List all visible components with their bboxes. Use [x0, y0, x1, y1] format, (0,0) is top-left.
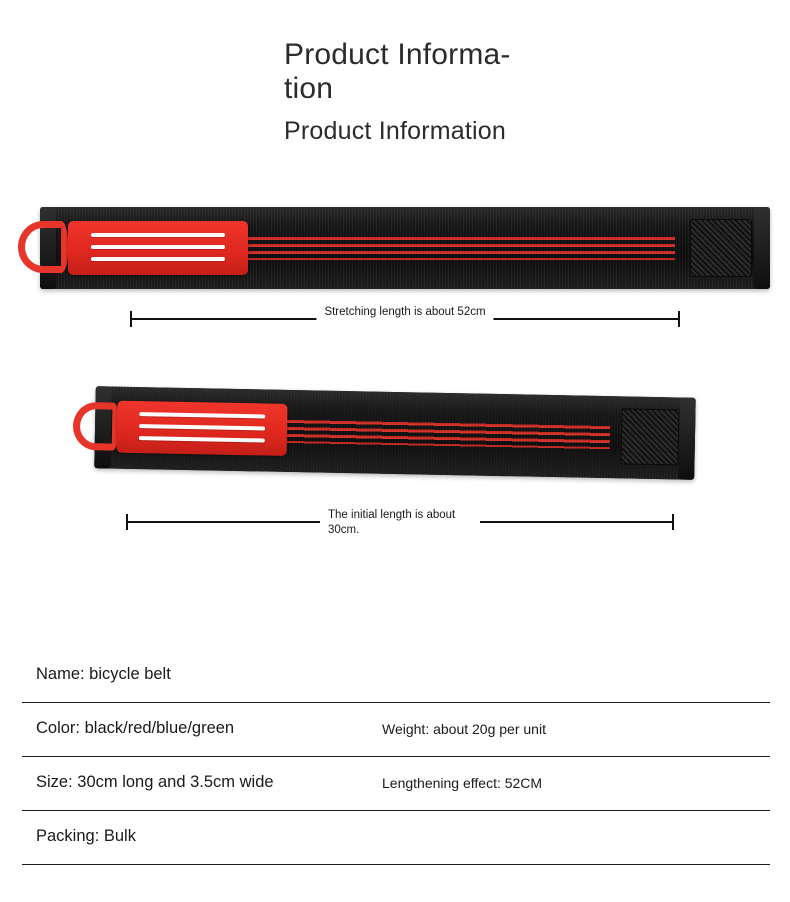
measurement-end-tick-right: [672, 514, 674, 530]
spec-name-value: [374, 648, 770, 702]
page-header: [0, 0, 790, 146]
spec-size-label: Size: 30cm long and 3.5cm wide: [22, 756, 374, 810]
measurement-label-initial: The initial length is about 30cm.: [320, 508, 480, 538]
page-title-line-1: Product Informa-: [284, 38, 511, 71]
specification-table: [22, 648, 770, 865]
spec-name-label: Name: bicycle belt: [22, 648, 374, 702]
strap-red-stripes: [240, 234, 675, 262]
tag-bar-2: [139, 424, 265, 430]
table-row: [22, 810, 770, 864]
product-photo-initial-strap: [94, 386, 695, 480]
tag-bar-2: [91, 245, 224, 249]
tag-bar-1: [139, 412, 265, 418]
tag-bar-3: [91, 257, 224, 261]
spec-lengthening-label: Lengthening effect: 52CM: [374, 756, 770, 810]
product-photo-stretched-strap: [40, 207, 770, 289]
tag-bar-1: [91, 233, 224, 237]
measurement-end-tick-left: [130, 311, 132, 327]
rubber-logo-tag: [117, 401, 288, 456]
measurement-stretched: [130, 307, 680, 333]
spec-packing-label: Packing: Bulk: [22, 810, 374, 864]
spec-weight-label: Weight: about 20g per unit: [374, 702, 770, 756]
tag-bar-3: [139, 436, 265, 442]
pull-loop: [18, 221, 68, 273]
measurement-end-tick-left: [126, 514, 128, 530]
spec-packing-value: [374, 810, 770, 864]
table-row: [22, 702, 770, 756]
table-row: [22, 648, 770, 702]
measurement-label-stretched: Stretching length is about 52cm: [316, 305, 493, 320]
rubber-logo-tag: [68, 221, 248, 275]
strap-end-cap-right: [754, 207, 770, 289]
page-title: [270, 38, 520, 105]
table-row: [22, 756, 770, 810]
strap-end-cap-right: [678, 398, 696, 480]
velcro-patch: [690, 219, 752, 277]
pull-loop: [73, 402, 120, 451]
spec-color-label: Color: black/red/blue/green: [22, 702, 374, 756]
page-title-line-2: tion: [284, 71, 334, 105]
velcro-patch: [620, 409, 679, 466]
measurement-end-tick-right: [678, 311, 680, 327]
measurement-initial: [126, 510, 674, 536]
page-subtitle: Product Information: [284, 117, 506, 146]
product-image-area: [0, 202, 790, 602]
